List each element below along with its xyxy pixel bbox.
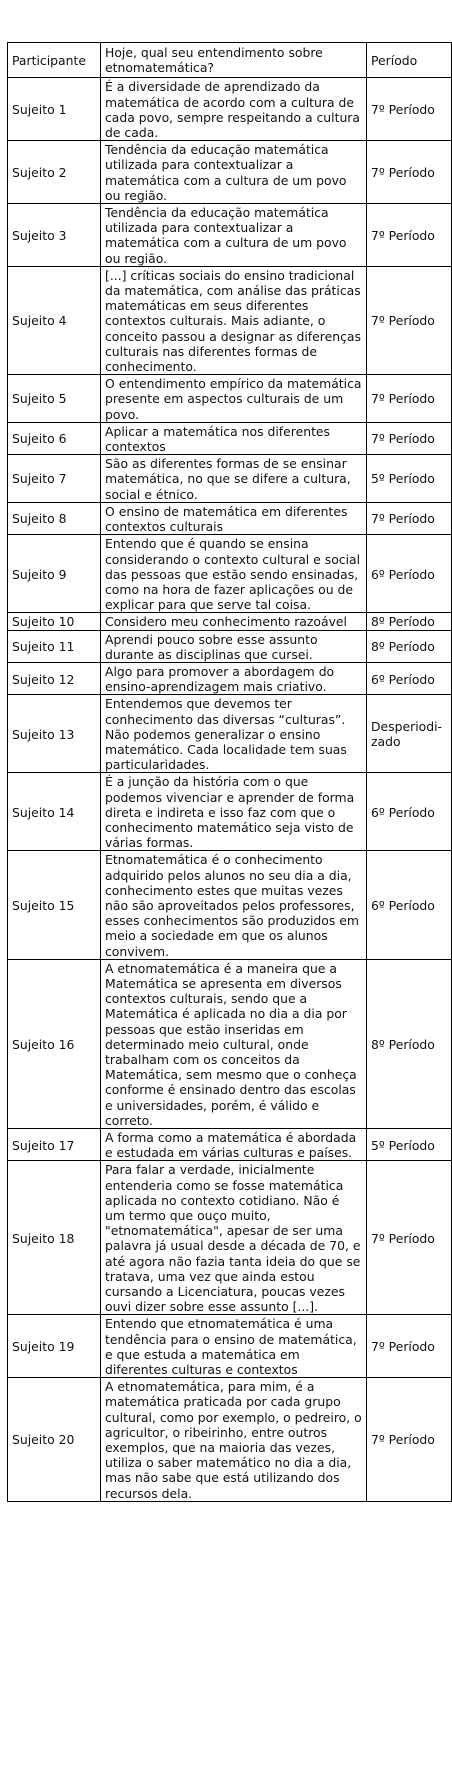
answer-cell: São as diferentes formas de se ensinar matemática, no que se difere a cultura, social e étnico. xyxy=(101,455,367,503)
table-row xyxy=(8,455,452,503)
header-row xyxy=(8,43,452,78)
answer-cell: Algo para promover a abordagem do ensino-aprendizagem mais criativo. xyxy=(101,662,367,694)
period-cell: 8º Período xyxy=(367,613,452,630)
header-participant: Participante xyxy=(8,43,101,78)
table-row xyxy=(8,662,452,694)
period-cell: 7º Período xyxy=(367,78,452,141)
period-cell: 7º Período xyxy=(367,1161,452,1315)
participant-cell: Sujeito 12 xyxy=(8,662,101,694)
participant-cell: Sujeito 6 xyxy=(8,422,101,454)
table-row xyxy=(8,375,452,423)
answer-cell: O ensino de matemática em diferentes contextos culturais xyxy=(101,502,367,534)
participant-cell: Sujeito 10 xyxy=(8,613,101,630)
period-cell: 5º Período xyxy=(367,455,452,503)
period-cell: 6º Período xyxy=(367,535,452,613)
period-cell: 7º Período xyxy=(367,502,452,534)
period-cell: 7º Período xyxy=(367,1378,452,1502)
table-row xyxy=(8,1161,452,1315)
table-row xyxy=(8,1378,452,1502)
participant-cell: Sujeito 16 xyxy=(8,959,101,1128)
period-cell: 7º Período xyxy=(367,266,452,374)
participant-cell: Sujeito 8 xyxy=(8,502,101,534)
answer-cell: Etnomatemática é o conhecimento adquirido pelos alunos no seu dia a dia, conhecimento estes que muitas vezes não são aproveitados pelos professores, esses conhecimentos são produzidos em meio a sociedade em que os alunos convivem. xyxy=(101,851,367,959)
participant-cell: Sujeito 7 xyxy=(8,455,101,503)
table-row xyxy=(8,535,452,613)
participant-cell: Sujeito 17 xyxy=(8,1129,101,1161)
period-cell: 6º Período xyxy=(367,851,452,959)
period-cell: 7º Período xyxy=(367,375,452,423)
answer-cell: Tendência da educação matemática utilizada para contextualizar a matemática com a cultura de um povo ou região. xyxy=(101,141,367,204)
period-cell: 8º Período xyxy=(367,630,452,662)
participant-cell: Sujeito 3 xyxy=(8,204,101,267)
table-body xyxy=(8,78,452,1501)
header-question: Hoje, qual seu entendimento sobre etnomatemática? xyxy=(101,43,367,78)
table-row xyxy=(8,613,452,630)
participant-cell: Sujeito 19 xyxy=(8,1315,101,1378)
table-row xyxy=(8,141,452,204)
table-container xyxy=(7,42,452,1502)
header-period: Período xyxy=(367,43,452,78)
table-row xyxy=(8,959,452,1128)
answer-cell: Entendo que etnomatemática é uma tendência para o ensino de matemática, e que estuda a matemática em diferentes culturas e contextos xyxy=(101,1315,367,1378)
table-row xyxy=(8,630,452,662)
participant-cell: Sujeito 1 xyxy=(8,78,101,141)
table-row xyxy=(8,422,452,454)
participant-cell: Sujeito 2 xyxy=(8,141,101,204)
participant-cell: Sujeito 13 xyxy=(8,695,101,773)
answer-cell: Entendo que é quando se ensina considerando o contexto cultural e social das pessoas que estão sendo ensinadas, como na hora de fazer aplicações ou de explicar para que serve tal coisa. xyxy=(101,535,367,613)
period-cell: 5º Período xyxy=(367,1129,452,1161)
answer-cell: A etnomatemática, para mim, é a matemática praticada por cada grupo cultural, como por exemplo, o pedreiro, o agricultor, o ribeirinho, entre outros exemplos, que na maioria das vezes, utiliza o saber matemático no dia a dia, mas não sabe que está utilizando dos recursos dela. xyxy=(101,1378,367,1502)
table-row xyxy=(8,1129,452,1161)
answer-cell: Considero meu conhecimento razoável xyxy=(101,613,367,630)
answer-cell: Entendemos que devemos ter conhecimento das diversas “culturas”. Não podemos generalizar o ensino matemático. Cada localidade tem suas particularidades. xyxy=(101,695,367,773)
answer-cell: O entendimento empírico da matemática presente em aspectos culturais de um povo. xyxy=(101,375,367,423)
answer-cell: Aplicar a matemática nos diferentes contextos xyxy=(101,422,367,454)
period-cell: 6º Período xyxy=(367,773,452,851)
table-row xyxy=(8,266,452,374)
period-cell: 7º Período xyxy=(367,141,452,204)
answer-cell: A etnomatemática é a maneira que a Matemática se apresenta em diversos contextos culturais, sendo que a Matemática é aplicada no dia a dia por pessoas que estão inseridas em determinado meio cultural, onde trabalham com os conceitos da Matemática, sem mesmo que o conheça conforme é ensinado dentro das escolas e universidades, porém, é válido e correto. xyxy=(101,959,367,1128)
participant-cell: Sujeito 4 xyxy=(8,266,101,374)
table-row xyxy=(8,204,452,267)
period-cell: 6º Período xyxy=(367,662,452,694)
table-row xyxy=(8,851,452,959)
table-row xyxy=(8,78,452,141)
table-row xyxy=(8,502,452,534)
answer-cell: Para falar a verdade, inicialmente entenderia como se fosse matemática aplicada no contexto cotidiano. Não é um termo que ouço muito, "etnomatemática", apesar de ser uma palavra já usual desde a década de 70, e até agora não fazia tanta ideia do que se tratava, uma vez que ainda estou cursando a Licenciatura, poucas vezes ouvi dizer sobre esse assunto [...]. xyxy=(101,1161,367,1315)
table-row xyxy=(8,773,452,851)
participant-cell: Sujeito 15 xyxy=(8,851,101,959)
participant-cell: Sujeito 9 xyxy=(8,535,101,613)
period-cell: 7º Período xyxy=(367,1315,452,1378)
responses-table xyxy=(7,42,452,1502)
period-cell: 7º Período xyxy=(367,422,452,454)
table-row xyxy=(8,695,452,773)
answer-cell: Tendência da educação matemática utilizada para contextualizar a matemática com a cultura de um povo ou região. xyxy=(101,204,367,267)
answer-cell: É a diversidade de aprendizado da matemática de acordo com a cultura de cada povo, sempre respeitando a cultura de cada. xyxy=(101,78,367,141)
participant-cell: Sujeito 18 xyxy=(8,1161,101,1315)
period-cell: Desperiodi-zado xyxy=(367,695,452,773)
table-row xyxy=(8,1315,452,1378)
period-cell: 7º Período xyxy=(367,204,452,267)
answer-cell: Aprendi pouco sobre esse assunto durante as disciplinas que cursei. xyxy=(101,630,367,662)
period-cell: 8º Período xyxy=(367,959,452,1128)
answer-cell: É a junção da história com o que podemos vivenciar e aprender de forma direta e indireta e isso faz com que o conhecimento matemático seja visto de várias formas. xyxy=(101,773,367,851)
participant-cell: Sujeito 5 xyxy=(8,375,101,423)
participant-cell: Sujeito 14 xyxy=(8,773,101,851)
participant-cell: Sujeito 20 xyxy=(8,1378,101,1502)
participant-cell: Sujeito 11 xyxy=(8,630,101,662)
answer-cell: A forma como a matemática é abordada e estudada em várias culturas e países. xyxy=(101,1129,367,1161)
answer-cell: [...] críticas sociais do ensino tradicional da matemática, com análise das práticas matemáticas em seus diferentes contextos culturais. Mais adiante, o conceito passou a designar as diferenças culturais nas diferentes formas de conhecimento. xyxy=(101,266,367,374)
